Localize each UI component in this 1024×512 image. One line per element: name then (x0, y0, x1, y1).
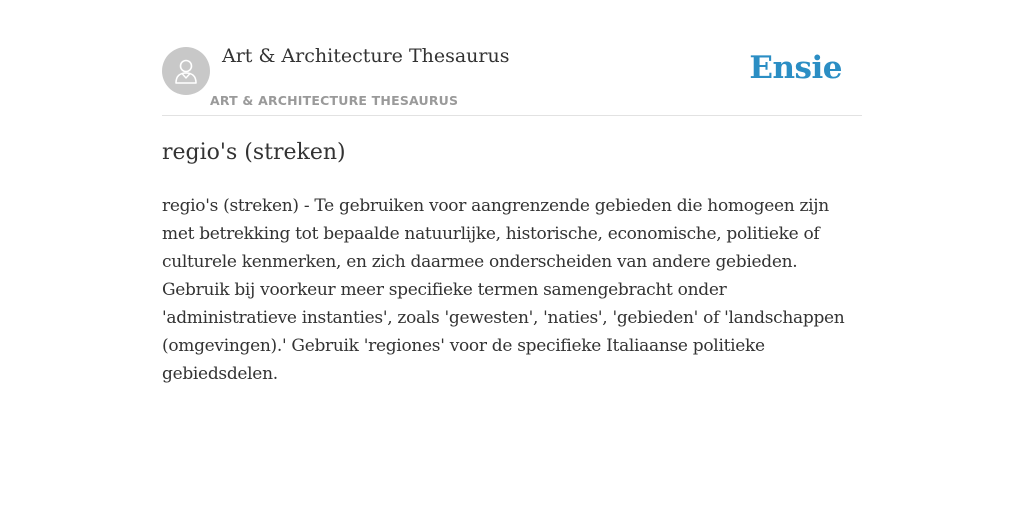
site-logo[interactable]: Ensie (749, 50, 842, 86)
definition-text: regio's (streken) - Te gebruiken voor aangrenzende gebieden die homogeen zijn met betrekking tot bepaalde natuurlijke, historische, economische, politieke of culturele kenmerken, en zich daarmee onderscheiden van andere gebieden. Gebruik bij voorkeur meer specifieke termen samengebracht onder 'administratieve instanties', zoals 'gewesten', 'naties', 'gebieden' of 'landschappen (omgevingen).' Gebruik 'regiones' voor de specifieke Italiaanse politieke gebiedsdelen. (162, 196, 845, 384)
page-title: regio's (streken) (162, 140, 346, 165)
avatar[interactable] (162, 47, 210, 95)
page-container (162, 0, 862, 384)
author-subtitle: ART & ARCHITECTURE THESAURUS (210, 93, 459, 108)
page-header (162, 0, 862, 116)
user-silhouette-icon (171, 56, 201, 86)
author-name[interactable]: Art & Architecture Thesaurus (222, 45, 510, 67)
